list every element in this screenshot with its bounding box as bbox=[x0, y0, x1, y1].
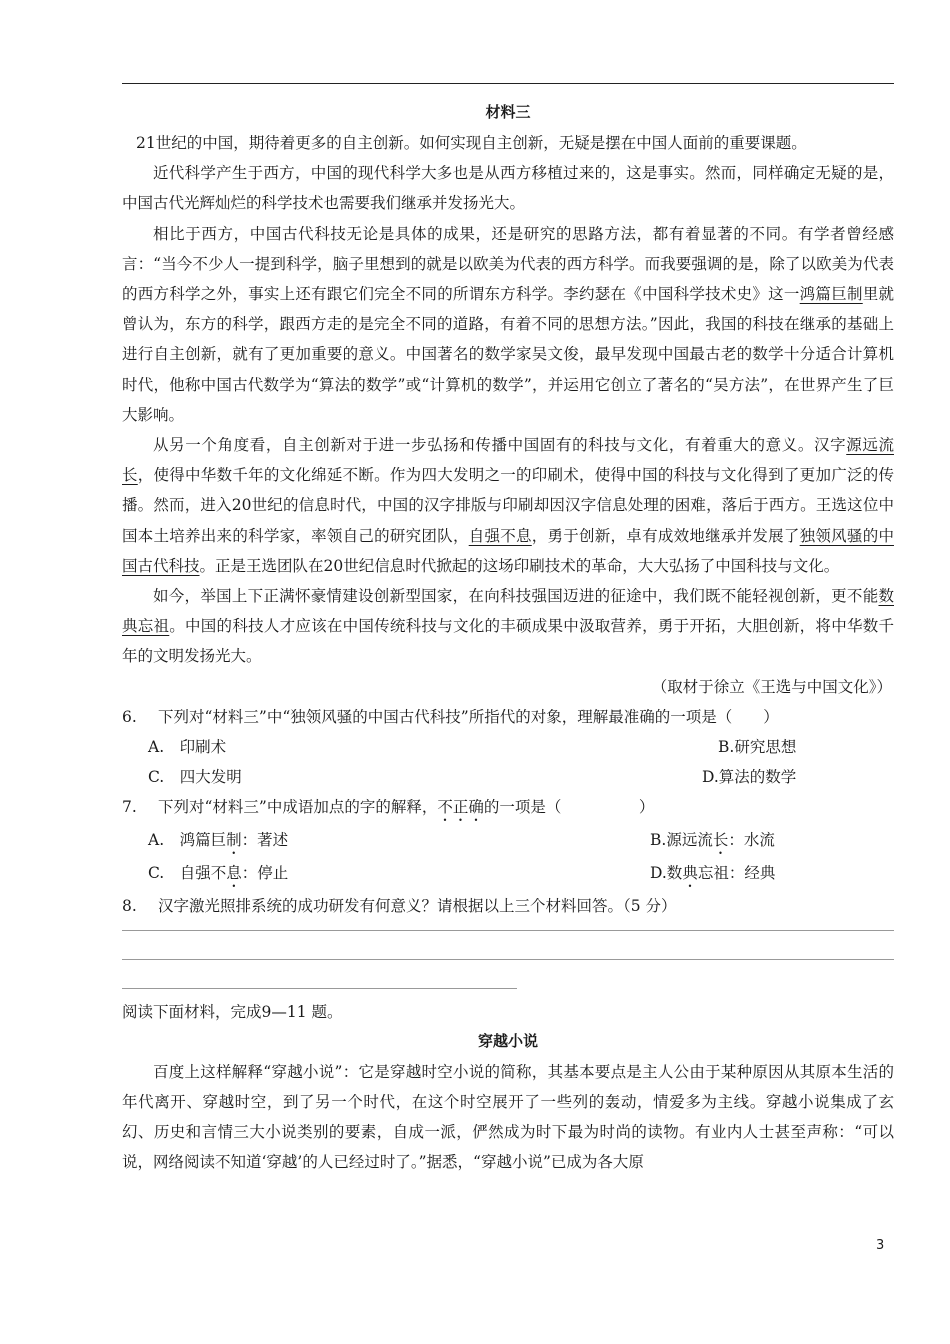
question-number: 6. bbox=[122, 707, 137, 726]
question-text: 汉字激光照排系统的成功研发有何意义？请根据以上三个材料回答。（5 分） bbox=[158, 897, 677, 916]
option-c: C. 自强不息：停止 bbox=[148, 864, 289, 883]
material3-paragraph-4: 从另一个角度看，自主创新对于进一步弘扬和传播中国固有的科技与文化，有着重大的意义。汉字源远流长，使得中华数千年的文化绵延不断。作为四大发明之一的印刷术，使得中国的科技与文化得到了更加广泛的传播。然而，进入20世纪的信息时代，中国的汉字排版与印刷却因汉字信息处理的困难，落后于西方。王选这位中国本土培养出来的科学家，率领自己的研究团队，自强不息，勇于创新，卓有成效地继承并发展了独领风骚的中国古代科技。正是王选团队在20世纪信息时代掀起的这场印刷技术的革命，大大弘扬了中国科技与文化。 bbox=[122, 436, 894, 575]
material3-paragraph-2: 近代科学产生于西方，中国的现代科学大多也是从西方移植过来的，这是事实。然而，同样确定无疑的是，中国古代光辉灿烂的科学技术也需要我们继承并发扬光大。 bbox=[122, 164, 894, 213]
reading-title: 穿越小说 bbox=[477, 1031, 538, 1050]
question-6-options bbox=[122, 732, 894, 792]
option-b: B.研究思想 bbox=[718, 738, 797, 757]
underlined-idiom: 鸿篇巨制 bbox=[799, 285, 863, 304]
option-d: D.数典忘祖：经典 bbox=[650, 864, 776, 883]
reading-instruction: 阅读下面材料，完成9—11 题。 bbox=[122, 1002, 343, 1021]
question-number: 7. bbox=[122, 798, 137, 817]
emphasis-dotted-text: 不正确 bbox=[437, 798, 484, 817]
answer-line[interactable] bbox=[122, 959, 894, 960]
answer-line[interactable] bbox=[122, 930, 894, 931]
header-rule bbox=[122, 83, 894, 84]
material3-title: 材料三 bbox=[485, 103, 531, 121]
option-a: A. 鸿篇巨制：著述 bbox=[148, 831, 289, 850]
reading-paragraph-1: 百度上这样解释“穿越小说”：它是穿越时空小说的简称，其基本要点是主人公由于某种原因从其原本生活的年代离开、穿越时空，到了另一个时代，在这个时空展开了一些列的轰动，情爱多为主线。穿越小说集成了玄幻、历史和言情三大小说类别的要素，自成一派，俨然成为时下最为时尚的读物。有业内人士甚至声称：“可以说，网络阅读不知道‘穿越’的人已经过时了。”据悉，“穿越小说”已成为各大原 bbox=[122, 1062, 894, 1172]
question-text: 下列对“材料三”中“独领风骚的中国古代科技”所指代的对象，理解最准确的一项是（ ） bbox=[158, 707, 779, 726]
question-6 bbox=[122, 702, 894, 732]
question-7 bbox=[122, 792, 894, 825]
question-number: 8. bbox=[122, 897, 137, 916]
question-text: 下列对“材料三”中成语加点的字的解释，不正确的一项是（ ） bbox=[158, 798, 655, 817]
option-b: B.源远流长：水流 bbox=[650, 831, 775, 850]
option-a: A. 印刷术 bbox=[148, 738, 227, 757]
question-7-options bbox=[122, 825, 894, 891]
option-d: D.算法的数学 bbox=[702, 768, 797, 787]
underlined-idiom: 自强不息 bbox=[468, 526, 532, 545]
material3-paragraph-1: 21世纪的中国，期待着更多的自主创新。如何实现自主创新，无疑是摆在中国人面前的重要课题。 bbox=[136, 134, 807, 152]
material3-paragraph-3: 相比于西方，中国古代科技无论是具体的成果，还是研究的思路方法，都有着显著的不同。有学者曾经感言：“当今不少人一提到科学，脑子里想到的就是以欧美为代表的西方科学。而我要强调的是，除了以欧美为代表的西方科学之外，事实上还有跟它们完全不同的所谓东方科学。李约瑟在《中国科学技术史》这一鸿篇巨制里就曾认为，东方的科学，跟西方走的是完全不同的道路，有着不同的思想方法。”因此，我国的科技在继承的基础上进行自主创新，就有了更加重要的意义。中国著名的数学家吴文俊，最早发现中国最古老的数学十分适合计算机时代，他称中国古代数学为“算法的数学”或“计算机的数学”，并运用它创立了著名的“吴方法”，在世界产生了巨大影响。 bbox=[122, 224, 894, 424]
material3-paragraph-5: 如今，举国上下正满怀豪情建设创新型国家，在向科技强国迈进的征途中，我们既不能轻视创新，更不能数典忘祖。中国的科技人才应该在中国传统科技与文化的丰硕成果中汲取营养，勇于开拓，大胆创新，将中华数千年的文明发扬光大。 bbox=[122, 587, 894, 666]
underlined-idiom: 数典忘祖 bbox=[122, 587, 894, 636]
page-content bbox=[122, 98, 894, 1178]
page-number: 3 bbox=[876, 1238, 885, 1253]
underlined-phrase: 独领风骚的中国古代科技 bbox=[122, 526, 894, 575]
material3-source: （取材于徐立《王选与中国文化》） bbox=[651, 677, 892, 696]
question-8 bbox=[122, 891, 894, 921]
underlined-idiom: 源远流长 bbox=[122, 436, 894, 485]
option-c: C. 四大发明 bbox=[148, 768, 242, 787]
